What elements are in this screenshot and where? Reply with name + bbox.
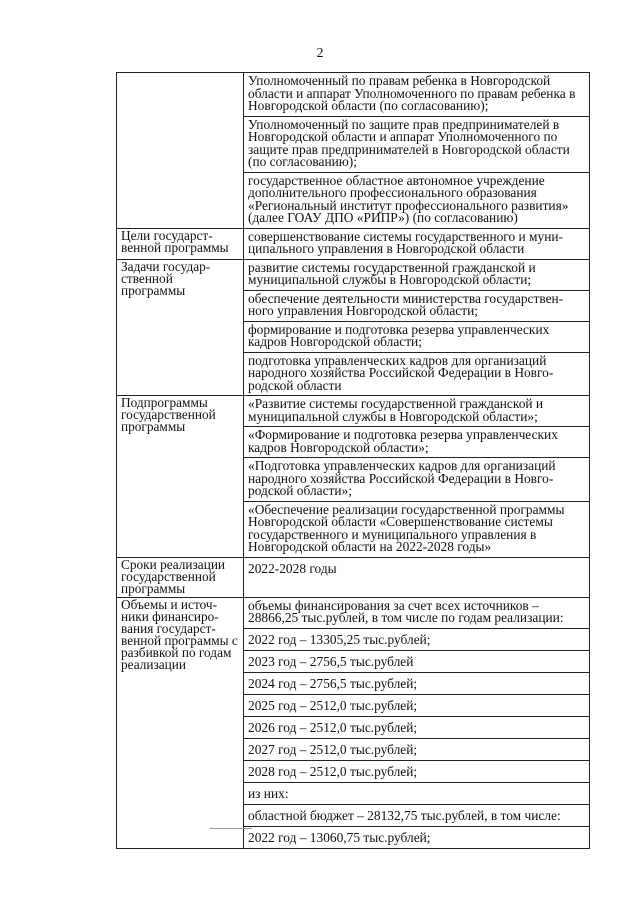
value-paragraph: 2026 год – 2512,0 тыс.рублей; <box>244 716 589 738</box>
value-paragraph: областной бюджет – 28132,75 тыс.рублей, в том числе: <box>244 804 589 826</box>
value-paragraph: 2027 год – 2512,0 тыс.рублей; <box>244 738 589 760</box>
value-paragraph: «Развитие системы государственной гражданской и муниципальной службы в Новгородской области»; <box>248 396 544 424</box>
page-number: 2 <box>316 46 324 61</box>
value-paragraph: формирование и подготовка резерва управленческих кадров Новгородской области; <box>244 321 589 352</box>
value-paragraph: 2022-2028 годы <box>248 560 337 576</box>
value-paragraph: Уполномоченный по защите прав предпринимателей в Новгородской области и аппарат Уполномоченного по защите прав предпринимателей в Новгородской области (по согласованию); <box>244 116 589 172</box>
row-label: Подпрограммы государственной программы <box>117 396 244 558</box>
row-value <box>244 228 590 259</box>
value-paragraph: 2023 год – 2756,5 тыс.рублей <box>244 650 589 672</box>
table-row <box>117 557 590 597</box>
table-row <box>117 228 590 259</box>
table-row <box>117 73 590 229</box>
value-paragraph: подготовка управленческих кадров для организаций народного хозяйства Российской Федерации в Новго- родской области <box>244 352 589 396</box>
value-paragraph: «Формирование и подготовка резерва управленческих кадров Новгородской области»; <box>244 426 589 457</box>
value-paragraph: «Обеспечение реализации государственной программы Новгородской области «Совершенствование системы государственного и муниципального управления в Новгородской области на 2022-2028 годы» <box>244 501 589 557</box>
value-paragraph: «Подготовка управленческих кадров для организаций народного хозяйства Российской Федерации в Новго- родской области»; <box>244 457 589 501</box>
value-paragraph: объемы финансирования за счет всех источников – 28866,25 тыс.рублей, в том числе по годам реализации: <box>248 597 564 625</box>
value-paragraph: обеспечение деятельности министерства государствен- ного управления Новгородской области; <box>244 290 589 321</box>
value-paragraph: 2028 год – 2512,0 тыс.рублей; <box>244 760 589 782</box>
value-paragraph: 2022 год – 13060,75 тыс.рублей; <box>244 826 589 848</box>
row-label: Задачи государ- ственной программы <box>117 259 244 396</box>
value-paragraph: 2022 год – 13305,25 тыс.рублей; <box>244 628 589 650</box>
row-value <box>244 259 590 396</box>
value-paragraph: 2025 год – 2512,0 тыс.рублей; <box>244 694 589 716</box>
table-row <box>117 597 590 848</box>
row-label: Сроки реализации государственной программы <box>117 557 244 597</box>
value-paragraph: государственное областное автономное учреждение дополнительного профессионального образования «Региональный институт профессионального развития» (далее ГОАУ ДПО «РИПР») (по согласованию) <box>244 172 589 228</box>
value-paragraph: из них: <box>244 782 589 804</box>
pen-mark <box>210 828 252 829</box>
value-paragraph: 2024 год – 2756,5 тыс.рублей; <box>244 672 589 694</box>
row-label: Цели государст- венной программы <box>117 228 244 259</box>
value-paragraph: совершенствование системы государственного и муни- ципального управления в Новгородской области <box>248 228 563 256</box>
table-row <box>117 396 590 558</box>
row-label: Объемы и источ- ники финансиро- вания государст- венной программы с разбивкой по годам реализации <box>117 597 244 848</box>
row-value <box>244 597 590 848</box>
value-paragraph: развитие системы государственной гражданской и муниципальной службы в Новгородской области; <box>248 259 536 287</box>
row-value <box>244 557 590 597</box>
program-passport-table <box>116 72 590 849</box>
value-paragraph: Уполномоченный по правам ребенка в Новгородской области и аппарат Уполномоченного по правам ребенка в Новгородской области (по согласованию); <box>248 73 576 113</box>
row-value <box>244 396 590 558</box>
row-label <box>117 73 244 229</box>
table-row <box>117 259 590 396</box>
row-value <box>244 73 590 229</box>
